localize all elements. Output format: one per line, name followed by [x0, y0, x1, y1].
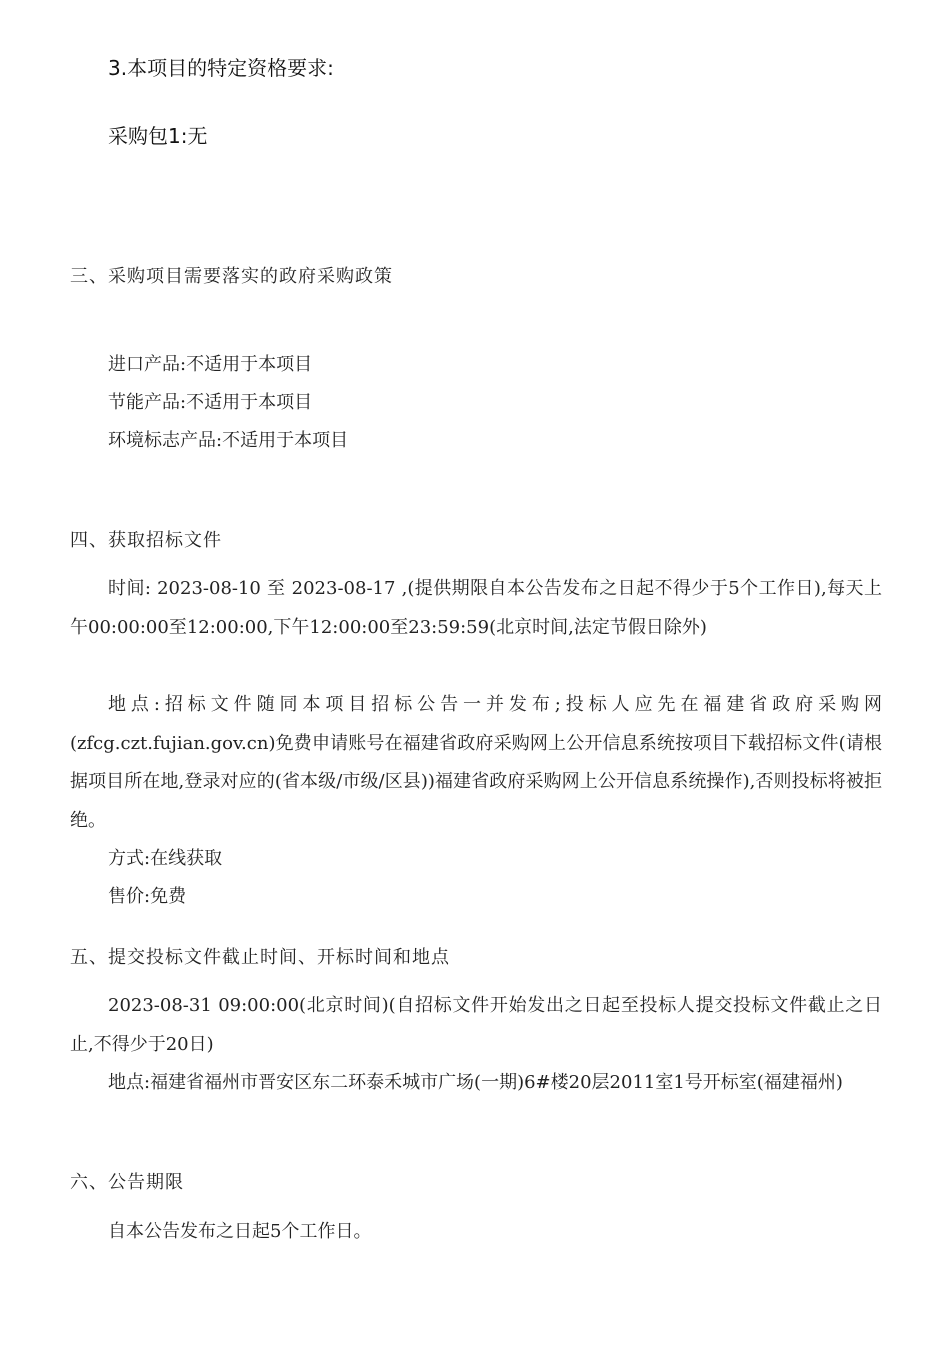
section-4-price: 售价:免费: [108, 886, 187, 907]
section-4-time: 时间: 2023-08-10 至 2023-08-17 ,(提供期限自本公告发布之日起不得少于5个工作日),每天上午00:00:00至12:00:00,下午12:00:00至23:59:59(北京时间,法定节假日除外): [70, 578, 882, 638]
section-3-heading: 三、采购项目需要落实的政府采购政策: [70, 266, 393, 287]
section-4-heading: 四、获取招标文件: [70, 530, 222, 551]
policy-item-imported: 进口产品:不适用于本项目: [108, 354, 313, 375]
section-6-heading: 六、公告期限: [70, 1172, 184, 1193]
policy-item-energy: 节能产品:不适用于本项目: [108, 392, 313, 413]
section-4-method: 方式:在线获取: [108, 848, 223, 869]
section-4-location: 地点:招标文件随同本项目招标公告一并发布;投标人应先在福建省政府采购网(zfcg.czt.fujian.gov.cn)免费申请账号在福建省政府采购网上公开信息系统按项目下载招标文件(请根据项目所在地,登录对应的(省本级/市级/区县))福建省政府采购网上公开信息系统操作),否则投标将被拒绝。: [70, 694, 882, 831]
section-5-deadline: 2023-08-31 09:00:00(北京时间)(自招标文件开始发出之日起至投标人提交投标文件截止之日止,不得少于20日): [70, 995, 882, 1055]
qualification-title: 3.本项目的特定资格要求:: [108, 56, 334, 80]
qualification-package: 采购包1:无: [108, 124, 208, 148]
section-6-content: 自本公告发布之日起5个工作日。: [108, 1221, 372, 1242]
policy-item-environmental: 环境标志产品:不适用于本项目: [108, 430, 349, 451]
section-5-heading: 五、提交投标文件截止时间、开标时间和地点: [70, 947, 450, 968]
section-5-location: 地点:福建省福州市晋安区东二环泰禾城市广场(一期)6#楼20层2011室1号开标室(福建福州): [108, 1072, 843, 1093]
